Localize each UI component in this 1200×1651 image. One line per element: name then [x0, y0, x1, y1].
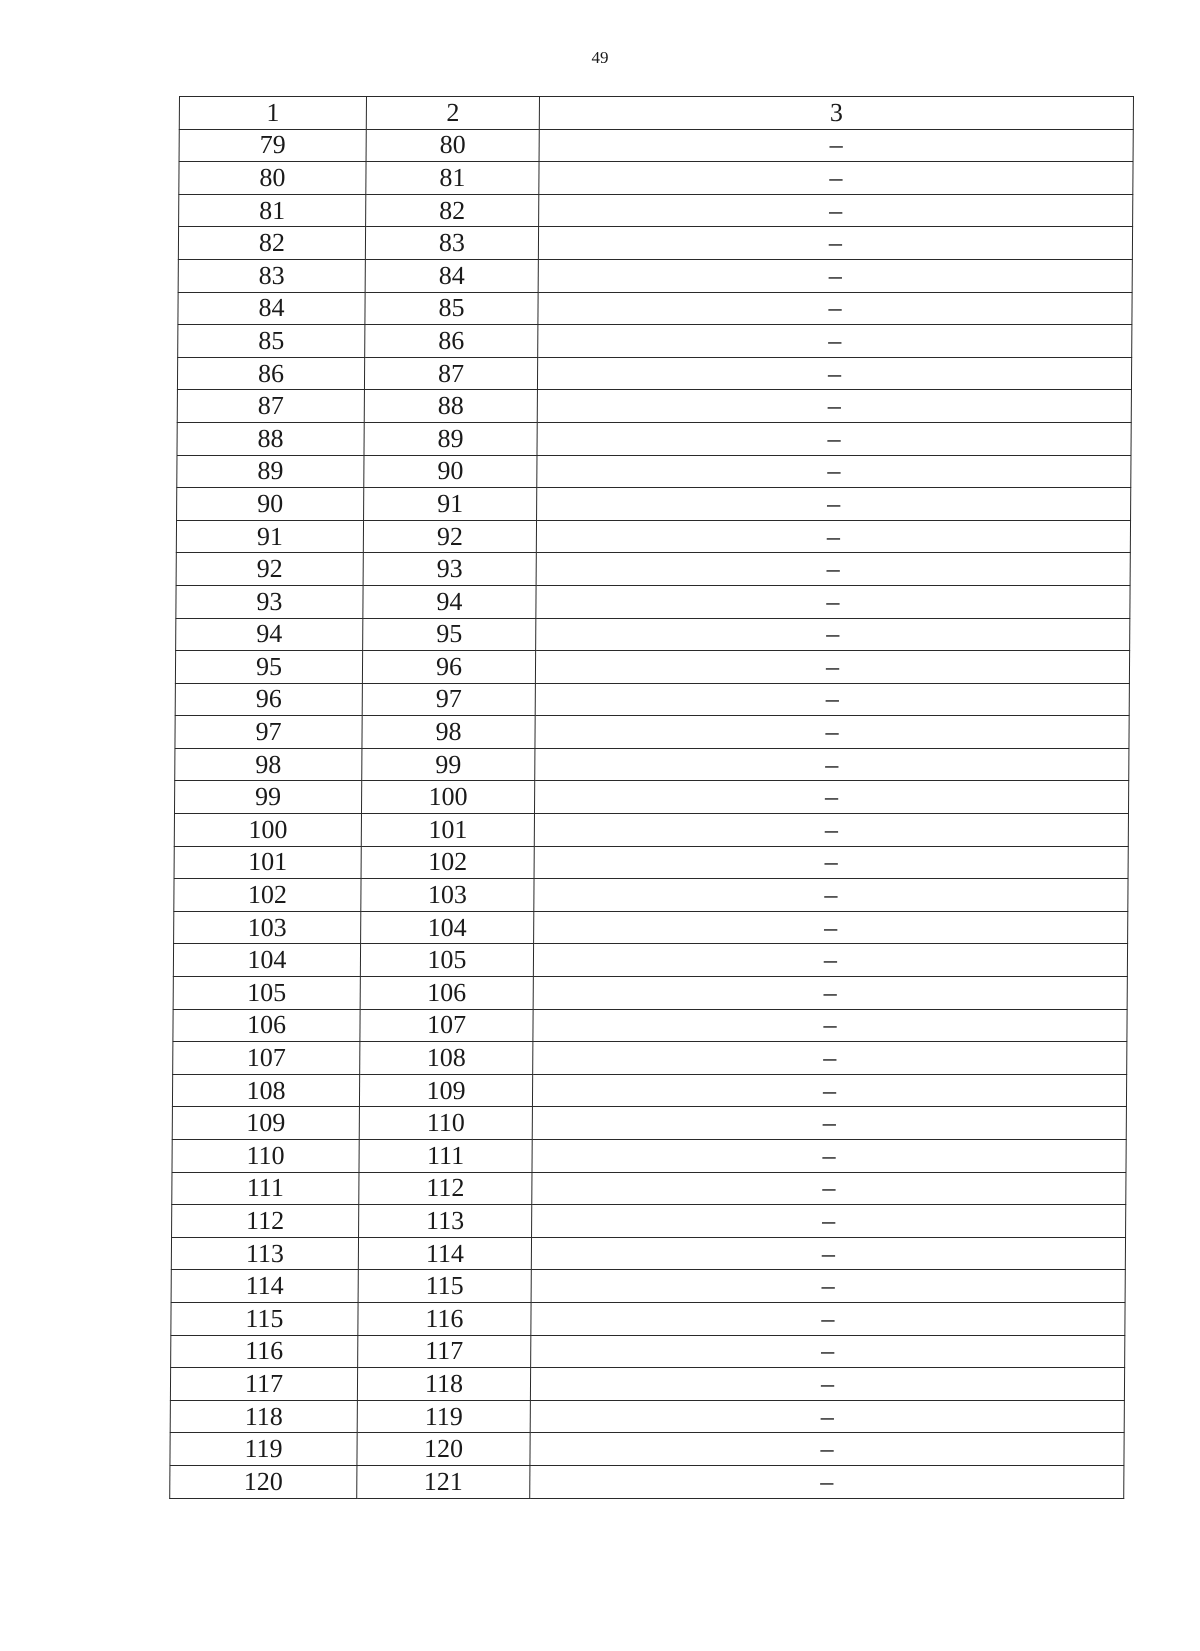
- table-header: [179, 97, 1133, 130]
- table-row: [173, 1009, 1127, 1042]
- table-cell-col1: 119: [170, 1433, 357, 1466]
- table-cell-col1: 114: [171, 1270, 358, 1303]
- table-row: [170, 1465, 1124, 1498]
- table-cell-col3: –: [532, 1172, 1126, 1205]
- table-row: [172, 1172, 1126, 1205]
- table-cell-col1: 96: [175, 683, 362, 716]
- table-cell-col1: 102: [174, 879, 361, 912]
- table-row: [173, 1042, 1127, 1075]
- table-row: [178, 259, 1132, 292]
- table-row: [174, 879, 1128, 912]
- table-row: [176, 618, 1130, 651]
- table-cell-col2: 108: [360, 1042, 533, 1075]
- table-cell-col2: 112: [359, 1172, 532, 1205]
- table-cell-col3: –: [538, 325, 1132, 358]
- table-cell-col1: 101: [174, 846, 361, 879]
- table-cell-col3: –: [537, 422, 1131, 455]
- table-cell-col2: 84: [365, 259, 538, 292]
- table-cell-col3: –: [537, 488, 1131, 521]
- table-row: [174, 846, 1128, 879]
- table-row: [175, 651, 1129, 684]
- table-cell-col2: 87: [364, 357, 537, 390]
- table-row: [176, 553, 1130, 586]
- table-cell-col1: 88: [177, 422, 364, 455]
- table-cell-col3: –: [531, 1302, 1125, 1335]
- table-cell-col2: 98: [362, 716, 535, 749]
- table-cell-col1: 116: [171, 1335, 358, 1368]
- table-row: [175, 716, 1129, 749]
- table-row: [170, 1433, 1124, 1466]
- table-cell-col3: –: [535, 683, 1129, 716]
- table-cell-col1: 100: [174, 814, 361, 847]
- table-cell-col1: 106: [173, 1009, 360, 1042]
- table-cell-col2: 104: [361, 911, 534, 944]
- table-row: [172, 1140, 1126, 1173]
- table-row: [171, 1302, 1125, 1335]
- table-row: [171, 1270, 1125, 1303]
- table-row: [170, 1400, 1124, 1433]
- table-cell-col2: 120: [357, 1433, 530, 1466]
- table-cell-col2: 100: [361, 781, 534, 814]
- table-cell-col2: 89: [364, 422, 537, 455]
- table-cell-col3: –: [537, 357, 1131, 390]
- table-cell-col2: 95: [363, 618, 536, 651]
- column-header-1: 1: [179, 97, 366, 130]
- table-cell-col2: 93: [363, 553, 536, 586]
- table-cell-col1: 110: [172, 1140, 359, 1173]
- table-cell-col3: –: [530, 1465, 1124, 1498]
- table-row: [177, 455, 1131, 488]
- table-cell-col2: 97: [362, 683, 535, 716]
- table-cell-col3: –: [538, 259, 1132, 292]
- table-cell-col1: 81: [179, 194, 366, 227]
- table-cell-col2: 116: [358, 1302, 531, 1335]
- table-cell-col1: 85: [178, 325, 365, 358]
- table-cell-col1: 97: [175, 716, 362, 749]
- table-row: [174, 911, 1128, 944]
- table-cell-col2: 115: [358, 1270, 531, 1303]
- table-cell-col3: –: [533, 1009, 1127, 1042]
- table-row: [177, 390, 1131, 423]
- table-cell-col3: –: [532, 1140, 1126, 1173]
- table-row: [173, 977, 1127, 1010]
- table-cell-col1: 83: [178, 259, 365, 292]
- table-row: [175, 683, 1129, 716]
- table-row: [172, 1107, 1126, 1140]
- table-row: [177, 422, 1131, 455]
- table-cell-col3: –: [539, 162, 1133, 195]
- table-cell-col3: –: [535, 748, 1129, 781]
- table-cell-col2: 96: [362, 651, 535, 684]
- table-row: [174, 814, 1128, 847]
- table-row: [179, 194, 1133, 227]
- table-cell-col1: 120: [170, 1465, 357, 1498]
- table-cell-col2: 118: [357, 1368, 530, 1401]
- table-cell-col1: 118: [170, 1400, 357, 1433]
- table-cell-col2: 101: [361, 814, 534, 847]
- table-cell-col3: –: [536, 618, 1130, 651]
- table-cell-col2: 105: [360, 944, 533, 977]
- table-cell-col3: –: [533, 944, 1127, 977]
- table-cell-col1: 104: [173, 944, 360, 977]
- table-row: [173, 944, 1127, 977]
- table-cell-col2: 80: [366, 129, 539, 162]
- table-cell-col3: –: [539, 194, 1133, 227]
- table-cell-col1: 86: [177, 357, 364, 390]
- table-cell-col1: 113: [171, 1237, 358, 1270]
- table-cell-col2: 103: [361, 879, 534, 912]
- table-row: [174, 781, 1128, 814]
- table-cell-col3: –: [532, 1107, 1126, 1140]
- table-row: [175, 748, 1129, 781]
- column-header-3: 3: [539, 97, 1133, 130]
- table-row: [177, 488, 1131, 521]
- table-cell-col1: 92: [176, 553, 363, 586]
- table-cell-col3: –: [531, 1270, 1125, 1303]
- table-row: [177, 357, 1131, 390]
- table-cell-col1: 109: [172, 1107, 359, 1140]
- table-cell-col1: 79: [179, 129, 366, 162]
- table-cell-col1: 112: [172, 1205, 359, 1238]
- table-cell-col3: –: [535, 716, 1129, 749]
- table-cell-col1: 103: [174, 911, 361, 944]
- table-cell-col1: 108: [172, 1074, 359, 1107]
- table-cell-col1: 82: [178, 227, 365, 260]
- table-cell-col3: –: [536, 520, 1130, 553]
- table-cell-col2: 85: [365, 292, 538, 325]
- table-cell-col3: –: [533, 977, 1127, 1010]
- table-cell-col1: 115: [171, 1302, 358, 1335]
- table-cell-col3: –: [536, 553, 1130, 586]
- table-cell-col2: 81: [366, 162, 539, 195]
- table-cell-col2: 119: [357, 1400, 530, 1433]
- table-cell-col2: 88: [364, 390, 537, 423]
- table-cell-col1: 105: [173, 977, 360, 1010]
- table-cell-col2: 117: [358, 1335, 531, 1368]
- table-body: [170, 129, 1134, 1498]
- column-header-2: 2: [366, 97, 539, 130]
- table-cell-col2: 121: [357, 1465, 530, 1498]
- table-cell-col1: 89: [177, 455, 364, 488]
- table-cell-col3: –: [535, 651, 1129, 684]
- table-cell-col3: –: [538, 292, 1132, 325]
- table-cell-col2: 102: [361, 846, 534, 879]
- table-cell-col3: –: [536, 585, 1130, 618]
- table-row: [171, 1335, 1125, 1368]
- table-cell-col3: –: [538, 227, 1132, 260]
- table-cell-col1: 117: [170, 1368, 357, 1401]
- table-row: [172, 1074, 1126, 1107]
- table-cell-col2: 92: [363, 520, 536, 553]
- table-row: [176, 585, 1130, 618]
- table-cell-col1: 91: [176, 520, 363, 553]
- table-row: [171, 1237, 1125, 1270]
- table-cell-col2: 109: [359, 1074, 532, 1107]
- table-cell-col3: –: [530, 1368, 1124, 1401]
- table-cell-col3: –: [533, 1042, 1127, 1075]
- table-cell-col1: 84: [178, 292, 365, 325]
- table-row: [170, 1368, 1124, 1401]
- table-row: [179, 162, 1133, 195]
- table-cell-col1: 95: [175, 651, 362, 684]
- table-cell-col1: 94: [176, 618, 363, 651]
- table-row: [176, 520, 1130, 553]
- table-cell-col3: –: [534, 846, 1128, 879]
- table-cell-col3: –: [537, 390, 1131, 423]
- table-cell-col2: 91: [364, 488, 537, 521]
- table-cell-col3: –: [534, 814, 1128, 847]
- table-row: [178, 227, 1132, 260]
- table-cell-col3: –: [537, 455, 1131, 488]
- table-cell-col1: 107: [173, 1042, 360, 1075]
- table-cell-col3: –: [534, 911, 1128, 944]
- table-row: [178, 292, 1132, 325]
- table-cell-col2: 94: [363, 585, 536, 618]
- table-row: [178, 325, 1132, 358]
- table-cell-col1: 93: [176, 585, 363, 618]
- table-cell-col3: –: [532, 1205, 1126, 1238]
- table-cell-col1: 99: [174, 781, 361, 814]
- table-row: [179, 129, 1133, 162]
- data-table: [169, 96, 1134, 1499]
- table-cell-col1: 80: [179, 162, 366, 195]
- table-cell-col3: –: [534, 781, 1128, 814]
- table-cell-col3: –: [534, 879, 1128, 912]
- table-cell-col2: 83: [365, 227, 538, 260]
- table-cell-col2: 106: [360, 977, 533, 1010]
- table-cell-col3: –: [530, 1433, 1124, 1466]
- table-cell-col3: –: [530, 1400, 1124, 1433]
- table-cell-col1: 90: [177, 488, 364, 521]
- table-cell-col1: 87: [177, 390, 364, 423]
- table-cell-col2: 114: [358, 1237, 531, 1270]
- table-row: [172, 1205, 1126, 1238]
- table-cell-col3: –: [531, 1237, 1125, 1270]
- table-cell-col2: 113: [359, 1205, 532, 1238]
- page-number: 49: [591, 48, 609, 67]
- table-cell-col1: 111: [172, 1172, 359, 1205]
- header-row: [179, 97, 1133, 130]
- table-cell-col1: 98: [175, 748, 362, 781]
- table-cell-col2: 90: [364, 455, 537, 488]
- table-cell-col3: –: [532, 1074, 1126, 1107]
- table-cell-col2: 86: [365, 325, 538, 358]
- table-cell-col2: 82: [366, 194, 539, 227]
- table-cell-col2: 99: [362, 748, 535, 781]
- table-cell-col2: 107: [360, 1009, 533, 1042]
- table-cell-col2: 111: [359, 1140, 532, 1173]
- table-cell-col3: –: [539, 129, 1133, 162]
- table-cell-col3: –: [531, 1335, 1125, 1368]
- table-cell-col2: 110: [359, 1107, 532, 1140]
